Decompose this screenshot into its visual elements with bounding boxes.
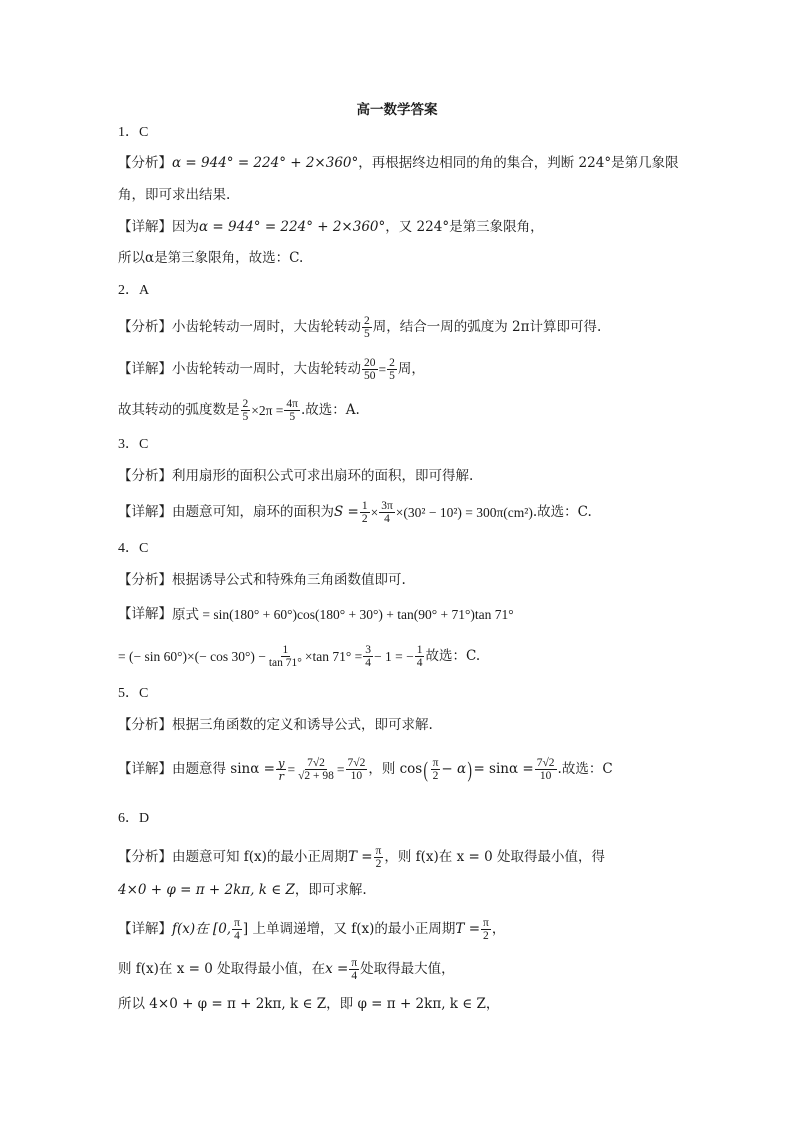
analysis-tag: 【分析】: [118, 848, 172, 865]
detail-tag: 【详解】: [118, 920, 172, 937]
fraction: $\frac{2}{5}$: [389, 357, 395, 383]
math-expr: T =: [455, 920, 481, 937]
page-title: 高一数学答案: [356, 102, 438, 118]
math-expr: T =: [347, 848, 373, 865]
q2-detail: [118, 357, 425, 382]
analysis-tag: 【分析】: [118, 318, 172, 335]
analysis-text: ，即可求解.: [294, 882, 367, 898]
math-expr: − α: [441, 760, 467, 777]
detail-tag: 【详解】: [118, 503, 172, 520]
fraction: $\frac{\pi}{4}$: [351, 957, 358, 983]
detail-text: ] 上单调递增，又 f(x)的最小正周期: [242, 920, 456, 937]
q6-number: 6．D: [118, 811, 150, 826]
fraction: $\frac{1}{\tan 71^\circ}$: [268, 644, 302, 670]
math-expr: = (− sin 60°)×(− cos 30°) −: [118, 648, 266, 664]
detail-text: 因为: [172, 219, 199, 235]
q1-detail: [118, 220, 544, 236]
math-expr: f(x)在 [0,: [172, 920, 232, 937]
detail-text: ，: [491, 920, 506, 937]
fraction: $\frac{\pi}{2}$: [432, 757, 439, 783]
math-expr: S =: [334, 503, 359, 520]
detail-text: ，则 cos: [368, 760, 423, 777]
detail-text: 由题意得 sinα =: [172, 760, 275, 777]
q3-detail: 【详解】 由题意可知，扇环的面积为 S = $\frac{1}{2}$ × $\frac{3\pi}{4}$ ×(30² − 10²) = 300π(cm²) .故选：C.: [118, 500, 592, 526]
analysis-text: ，则 f(x)在 x = 0 处取得最小值，得: [384, 848, 605, 865]
q6-detail: [118, 917, 505, 942]
fraction: $\frac{1}{2}$: [361, 500, 368, 526]
q4-analysis: [118, 573, 406, 589]
math-expr: ×2π =: [251, 402, 284, 418]
q5-number: 5．C: [118, 686, 149, 701]
math-op: =: [378, 361, 387, 377]
fraction: $\frac{\pi}{2}$: [483, 917, 489, 943]
detail-tag: 【详解】: [118, 360, 172, 377]
analysis-text: 根据诱导公式和特殊角三角函数值即可.: [172, 572, 406, 588]
q2-detail-cont: [118, 398, 360, 423]
math-expr: α = 944° = 224° + 2×360°: [199, 219, 386, 235]
detail-text: 故选：C.: [425, 647, 481, 664]
q2-number: 2．A: [118, 283, 150, 298]
analysis-text: ，再根据终边相同的角的集合，判断 224°是第几象限: [358, 155, 679, 171]
q6-detail-cont: [118, 957, 455, 982]
analysis-text: 周，结合一周的弧度为 2π计算即可得.: [372, 318, 602, 335]
q1-analysis-cont: [118, 188, 230, 204]
detail-text: 处取得最大值，: [360, 960, 455, 977]
fraction: $\frac{4\pi}{5}$: [286, 398, 298, 424]
math-expr: 原式 = sin(180° + 60°)cos(180° + 30°) + tan(90° + 71°)tan 71°: [172, 607, 514, 622]
detail-text: .故选：C.: [532, 503, 592, 520]
detail-text: ，又 224°是第三象限角，: [385, 219, 544, 235]
detail-text: 由题意可知，扇环的面积为: [172, 503, 334, 520]
q1-analysis: [118, 156, 679, 172]
q5-detail: 【详解】 由题意得 sinα = $\frac{y}{r}$ = $\frac{7√2}{√2 + 98}$ = $\frac{7√2}{10}$ ，则 cos ( $\frac{\pi}{2}$ − α ) = sinα = $\frac{7√2}{10}$ .故选：C: [118, 756, 613, 784]
math-expr: ×(30² − 10²) = 300π(cm²): [395, 504, 533, 520]
fraction: $\frac{7√2}{√2 + 98}$: [298, 757, 334, 783]
fraction: $\frac{3\pi}{4}$: [381, 500, 393, 526]
fraction: $\frac{7√2}{10}$: [347, 757, 366, 783]
q3-analysis: [118, 469, 473, 485]
q4-detail-cont: [118, 644, 480, 669]
fraction: $\frac{3}{4}$: [365, 644, 372, 670]
analysis-text: 小齿轮转动一周时，大齿轮转动: [172, 318, 361, 335]
detail-text: 则 f(x)在 x = 0 处取得最小值，在: [118, 960, 326, 977]
q1-number: 1．C: [118, 125, 149, 140]
q4-detail: [118, 607, 514, 623]
q6-analysis-cont: [118, 883, 367, 899]
q3-number: 3．C: [118, 437, 149, 452]
detail-text: 小齿轮转动一周时，大齿轮转动: [172, 360, 361, 377]
detail-text: .故选：A.: [300, 401, 360, 418]
analysis-text: 由题意可知 f(x)的最小正周期: [172, 848, 348, 865]
q5-analysis: [118, 718, 433, 734]
math-expr: ×tan 71° =: [304, 648, 363, 664]
fraction: $\frac{2}{5}$: [364, 315, 370, 341]
math-expr: α = 944° = 224° + 2×360°: [172, 155, 359, 171]
math-expr: 4×0 + φ = π + 2kπ, k ∈ Z: [118, 882, 295, 898]
fraction: $\frac{\pi}{2}$: [375, 845, 382, 871]
fraction: $\frac{2}{5}$: [242, 398, 249, 424]
fraction: $\frac{y}{r}$: [277, 756, 285, 784]
detail-tag: 【详解】: [118, 760, 172, 777]
analysis-text: 角，即可求出结果.: [118, 187, 231, 203]
q1-detail-cont: [118, 251, 303, 267]
detail-tag: 【详解】: [118, 606, 172, 622]
q6-detail-cont2: [118, 997, 499, 1013]
fraction: $\frac{1}{4}$: [416, 644, 423, 670]
detail-text: 所以α是第三象限角，故选：C.: [118, 250, 304, 266]
math-expr: x =: [325, 960, 349, 977]
detail-tag: 【详解】: [118, 219, 172, 235]
analysis-tag: 【分析】: [118, 717, 172, 733]
detail-text: 故其转动的弧度数是: [118, 401, 240, 418]
fraction: $\frac{7√2}{10}$: [536, 757, 555, 783]
analysis-text: 利用扇形的面积公式可求出扇环的面积，即可得解.: [172, 468, 474, 484]
math-expr: = sinα =: [473, 760, 534, 777]
q4-number: 4．C: [118, 541, 149, 556]
q6-analysis: [118, 845, 605, 870]
fraction: $\frac{\pi}{4}$: [234, 917, 240, 943]
detail-text: .故选：C: [557, 760, 613, 777]
q2-analysis: [118, 315, 601, 340]
analysis-text: 根据三角函数的定义和诱导公式，即可求解.: [172, 717, 433, 733]
analysis-tag: 【分析】: [118, 155, 172, 171]
detail-text: 周，: [397, 360, 425, 377]
analysis-tag: 【分析】: [118, 572, 172, 588]
analysis-tag: 【分析】: [118, 468, 172, 484]
math-expr: − 1 = −: [374, 648, 414, 664]
fraction: $\frac{20}{50}$: [364, 357, 376, 383]
detail-text: 所以 4×0 + φ = π + 2kπ, k ∈ Z，即 φ = π + 2kπ, k ∈ Z，: [118, 996, 500, 1012]
